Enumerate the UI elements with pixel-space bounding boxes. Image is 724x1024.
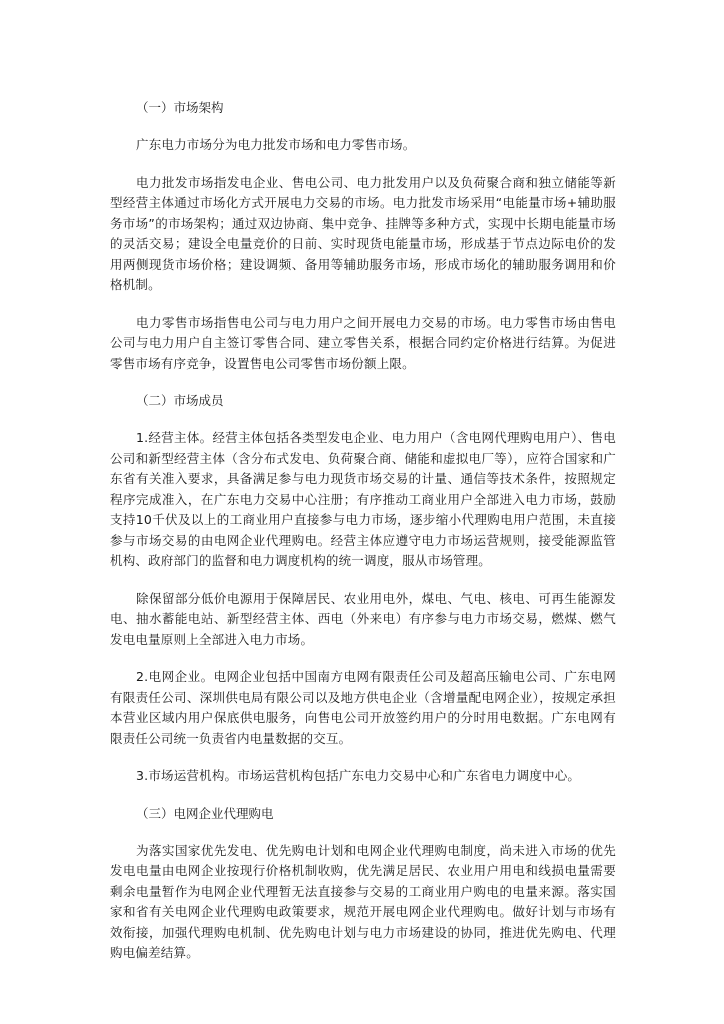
- paragraph-generation-participation: 除保留部分低价电源用于保障居民、农业用电外，煤电、气电、核电、可再生能源发电、抽水蓄能电站、新型经营主体、西电（外来电）有序参与电力市场交易，燃煤、燃气发电电量原则上全部进入电力市场。: [110, 590, 616, 647]
- paragraph-grid-enterprises: 2.电网企业。电网企业包括中国南方电网有限责任公司及超高压输电公司、广东电网有限责任公司、深圳供电局有限公司以及地方供电企业（含增量配电网企业），按规定承担本营业区域内用户保底供电服务，向售电公司开放签约用户的分时用电数据。广东电网有限责任公司统一负责省内电量数据的交互。: [110, 669, 616, 746]
- section-heading-market-members: （二）市场成员: [136, 393, 224, 408]
- paragraph-wholesale-market: 电力批发市场指发电企业、售电公司、电力批发用户以及负荷聚合商和独立储能等新型经营主体通过市场化方式开展电力交易的市场。电力批发市场采用“电能量市场+辅助服务市场”的市场架构；通过双边协商、集中竞争、挂牌等多种方式，实现中长期电能量市场的灵活交易；建设全电量竞价的日前、实时现货电能量市场，形成基于节点边际电价的发用两侧现货市场价格；建设调频、备用等辅助服务市场，形成市场化的辅助服务调用和价格机制。: [110, 174, 616, 292]
- paragraph-business-entities: 1.经营主体。经营主体包括各类型发电企业、电力用户（含电网代理购电用户）、售电公司和新型经营主体（含分布式发电、负荷聚合商、储能和虚拟电厂等），应符合国家和广东省有关准入要求，具备满足参与电力现货市场交易的计量、通信等技术条件，按照规定程序完成准入，在广东电力交易中心注册；有序推动工商业用户全部进入电力市场，鼓励支持10千伏及以上的工商业用户直接参与电力市场，逐步缩小代理购电用户范围，未直接参与市场交易的由电网企业代理购电。经营主体应遵守电力市场运营规则，接受能源监管机构、政府部门的监督和电力调度机构的统一调度，服从市场管理。: [110, 430, 616, 568]
- paragraph-market-division: 广东电力市场分为电力批发市场和电力零售市场。: [136, 137, 416, 152]
- section-heading-market-structure: （一）市场架构: [136, 100, 224, 115]
- document-page: [110, 98, 616, 981]
- section-heading-agency-purchase: （三）电网企业代理购电: [136, 805, 274, 821]
- paragraph-market-operators: 3.市场运营机构。市场运营机构包括广东电力交易中心和广东省电力调度中心。: [136, 768, 581, 783]
- paragraph-retail-market: 电力零售市场指售电公司与电力用户之间开展电力交易的市场。电力零售市场由售电公司与电力用户自主签订零售合同、建立零售关系，根据合同约定价格进行结算。为促进零售市场有序竞争，设置售电公司零售市场份额上限。: [110, 314, 616, 371]
- paragraph-agency-purchase: 为落实国家优先发电、优先购电计划和电网企业代理购电制度，尚未进入市场的优先发电电量由电网企业按现行价格机制收购，优先满足居民、农业用户用电和线损电量需要剩余电量暂作为电网企业代理暂无法直接参与交易的工商业用户购电的电量来源。落实国家和省有关电网企业代理购电政策要求，规范开展电网企业代理购电。做好计划与市场有效衔接，加强代理购电机制、优先购电计划与电力市场建设的协同，推进优先购电、代理购电偏差结算。: [110, 842, 616, 960]
